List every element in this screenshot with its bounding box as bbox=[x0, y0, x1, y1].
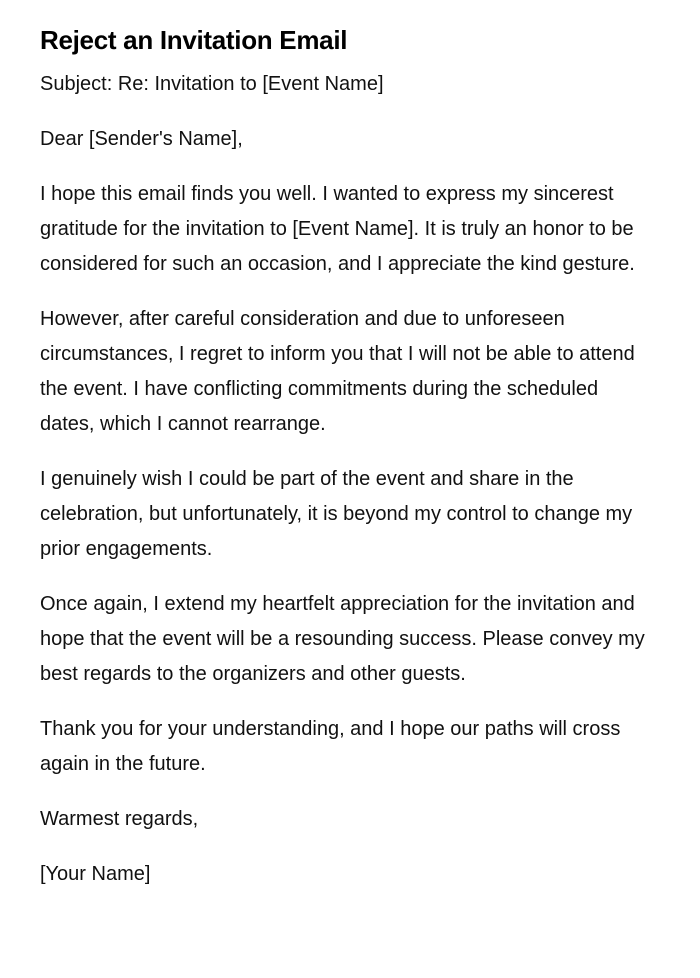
email-paragraph-appreciation: Once again, I extend my heartfelt appreciation for the invitation and hope that the event will be a resounding success. Please convey my best regards to the organizers and other guests. bbox=[40, 593, 645, 685]
document-title: Reject an Invitation Email bbox=[40, 25, 348, 55]
email-closing: Warmest regards, bbox=[40, 808, 199, 830]
email-subject: Subject: Re: Invitation to [Event Name] bbox=[40, 73, 384, 95]
email-signature: [Your Name] bbox=[40, 863, 151, 885]
email-salutation: Dear [Sender's Name], bbox=[40, 128, 243, 150]
email-paragraph-regret: I genuinely wish I could be part of the event and share in the celebration, but unfortunately, it is beyond my control to change my prior engagements. bbox=[40, 468, 633, 560]
email-paragraph-thanks: Thank you for your understanding, and I hope our paths will cross again in the future. bbox=[40, 718, 621, 775]
email-paragraph-decline: However, after careful consideration and due to unforeseen circumstances, I regret to inform you that I will not be able to attend the event. I have conflicting commitments during the scheduled dates, which I cannot rearrange. bbox=[40, 308, 635, 435]
email-paragraph-gratitude: I hope this email finds you well. I wanted to express my sincerest gratitude for the invitation to [Event Name]. It is truly an honor to be considered for such an occasion, and I appreciate the kind gesture. bbox=[40, 183, 635, 275]
